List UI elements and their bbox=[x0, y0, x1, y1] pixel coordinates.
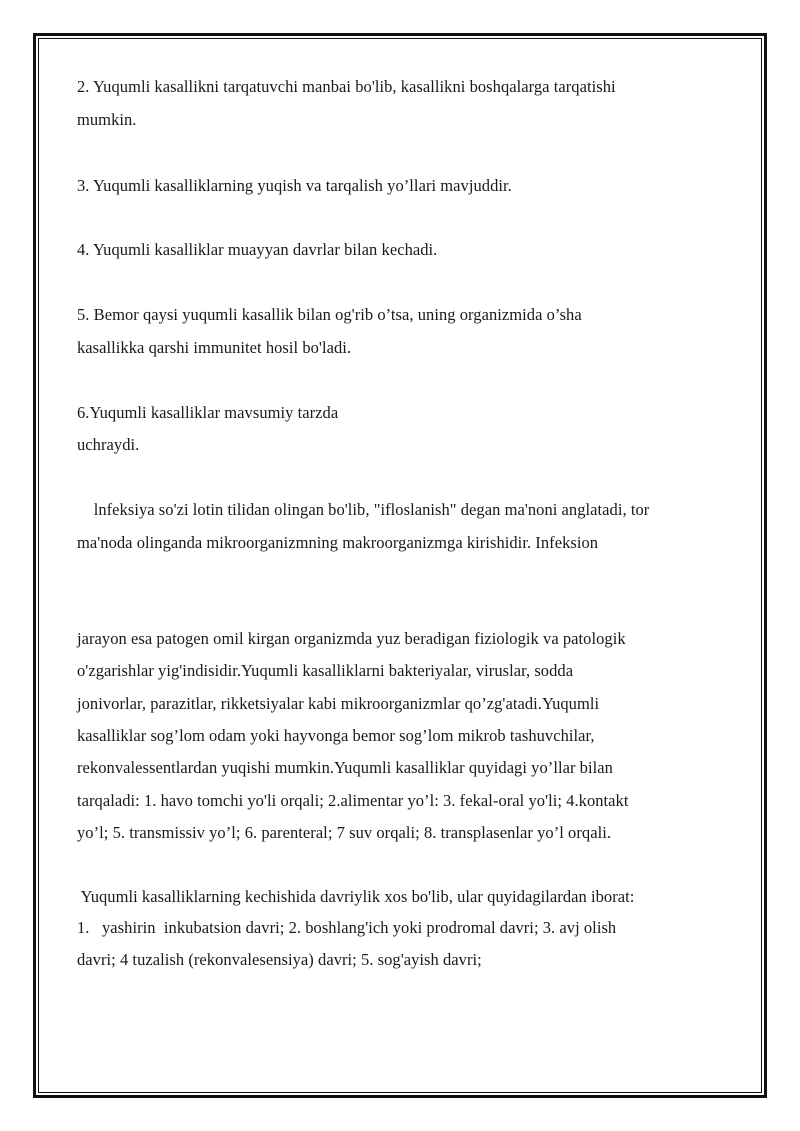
infection-process-line-2: o'zgarishlar yig'indisidir.Yuqumli kasalliklarni bakteriyalar, viruslar, sodda bbox=[77, 661, 574, 680]
disease-periods-line-1: Yuqumli kasalliklarning kechishida davriylik xos bo'lib, ular quyidagilardan iborat: bbox=[77, 887, 635, 906]
point-5-line-1: 5. Bemor qaysi yuqumli kasallik bilan og'rib o’tsa, uning organizmida o’sha bbox=[77, 305, 582, 324]
disease-periods-line-2: 1. yashirin inkubatsion davri; 2. boshlang'ich yoki prodromal davri; 3. avj olish bbox=[77, 918, 617, 937]
point-6-line-2: uchraydi. bbox=[77, 435, 140, 454]
infection-process-line-3: jonivorlar, parazitlar, rikketsiyalar kabi mikroorganizmlar qo’zg'atadi.Yuqumli bbox=[77, 694, 600, 713]
infection-definition-line-1: lnfeksiya so'zi lotin tilidan olingan bo'lib, "ifloslanish" degan ma'noni anglatadi, tor bbox=[77, 500, 650, 519]
infection-process-line-6: tarqaladi: 1. havo tomchi yo'li orqali; 2.alimentar yo’l: 3. fekal-oral yo'li; 4.kontakt bbox=[77, 791, 629, 810]
point-6-line-1: 6.Yuqumli kasalliklar mavsumiy tarzda bbox=[77, 403, 339, 422]
point-4-line-1: 4. Yuqumli kasalliklar muayyan davrlar bilan kechadi. bbox=[77, 240, 438, 259]
point-2-line-2: mumkin. bbox=[77, 110, 137, 129]
point-5-line-2: kasallikka qarshi immunitet hosil bo'ladi. bbox=[77, 338, 352, 357]
disease-periods-line-3: davri; 4 tuzalish (rekonvalesensiya) davri; 5. sog'ayish davri; bbox=[77, 950, 482, 969]
point-2-line-1: 2. Yuqumli kasallikni tarqatuvchi manbai bo'lib, kasallikni boshqalarga tarqatishi bbox=[77, 77, 616, 96]
infection-process-line-4: kasalliklar sog’lom odam yoki hayvonga bemor sog’lom mikrob tashuvchilar, bbox=[77, 726, 595, 745]
infection-process-line-1: jarayon esa patogen omil kirgan organizmda yuz beradigan fiziologik va patologik bbox=[77, 629, 626, 648]
infection-process-line-7: yo’l; 5. transmissiv yo’l; 6. parenteral; 7 suv orqali; 8. transplasenlar yo’l orqali. bbox=[77, 823, 612, 842]
infection-definition-line-2: ma'noda olinganda mikroorganizmning makroorganizmga kirishidir. Infeksion bbox=[77, 533, 599, 552]
point-3-line-1: 3. Yuqumli kasalliklarning yuqish va tarqalish yo’llari mavjuddir. bbox=[77, 176, 512, 195]
infection-process-line-5: rekonvalessentlardan yuqishi mumkin.Yuqumli kasalliklar quyidagi yo’llar bilan bbox=[77, 758, 613, 777]
